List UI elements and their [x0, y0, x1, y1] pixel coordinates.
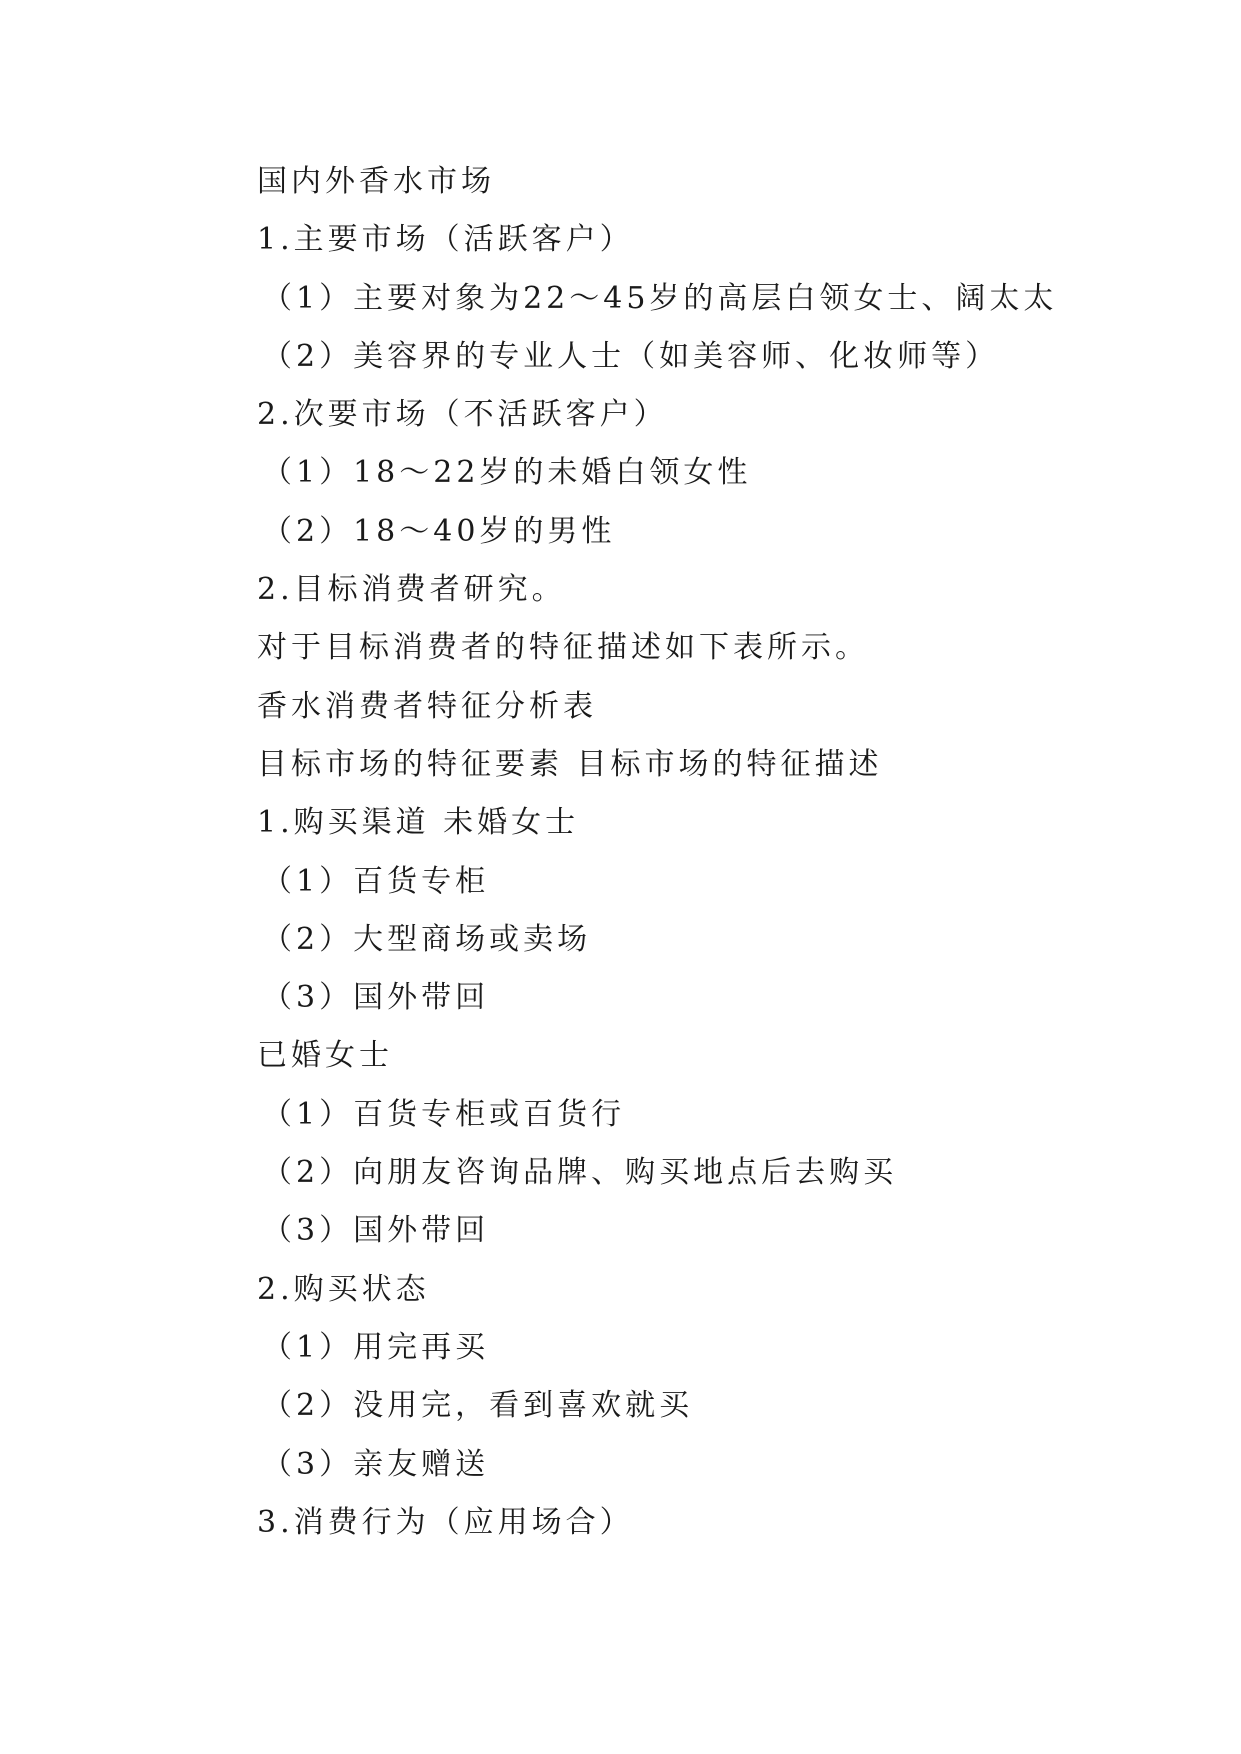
document-body — [257, 153, 1137, 1552]
section-purchase-status: 2.购买状态 — [257, 1271, 430, 1307]
list-item: （1）主要对象为22～45岁的高层白领女士、阔太太 — [262, 280, 1058, 316]
table-title: 香水消费者特征分析表 — [257, 688, 597, 724]
list-item: （2）向朋友咨询品牌、购买地点后去购买 — [262, 1155, 898, 1191]
list-item: （3）国外带回 — [262, 980, 490, 1016]
list-item: （2）美容界的专业人士（如美容师、化妆师等） — [262, 338, 1000, 374]
subheading-married-women: 已婚女士 — [257, 1038, 393, 1074]
list-item: （2）没用完，看到喜欢就买 — [262, 1388, 694, 1424]
list-item: （3）国外带回 — [262, 1213, 490, 1249]
list-item: （1）用完再买 — [262, 1329, 490, 1365]
table-header: 目标市场的特征要素 目标市场的特征描述 — [257, 746, 883, 782]
section-secondary-market: 2.次要市场（不活跃客户） — [257, 397, 668, 433]
section-consumer-research: 2.目标消费者研究。 — [257, 572, 566, 608]
section-primary-market: 1.主要市场（活跃客户） — [257, 222, 634, 258]
section-consumer-behavior: 3.消费行为（应用场合） — [257, 1504, 634, 1540]
list-item: （1）18～22岁的未婚白领女性 — [262, 455, 752, 491]
list-item: （2）大型商场或卖场 — [262, 921, 592, 957]
list-item: （1）百货专柜或百货行 — [262, 1096, 626, 1132]
list-item: （3）亲友赠送 — [262, 1446, 490, 1482]
section-purchase-channel: 1.购买渠道 未婚女士 — [257, 805, 580, 841]
list-item: （2）18～40岁的男性 — [262, 513, 616, 549]
paragraph-intro: 对于目标消费者的特征描述如下表所示。 — [257, 630, 869, 666]
heading-market: 国内外香水市场 — [257, 164, 495, 199]
list-item: （1）百货专柜 — [262, 863, 490, 899]
